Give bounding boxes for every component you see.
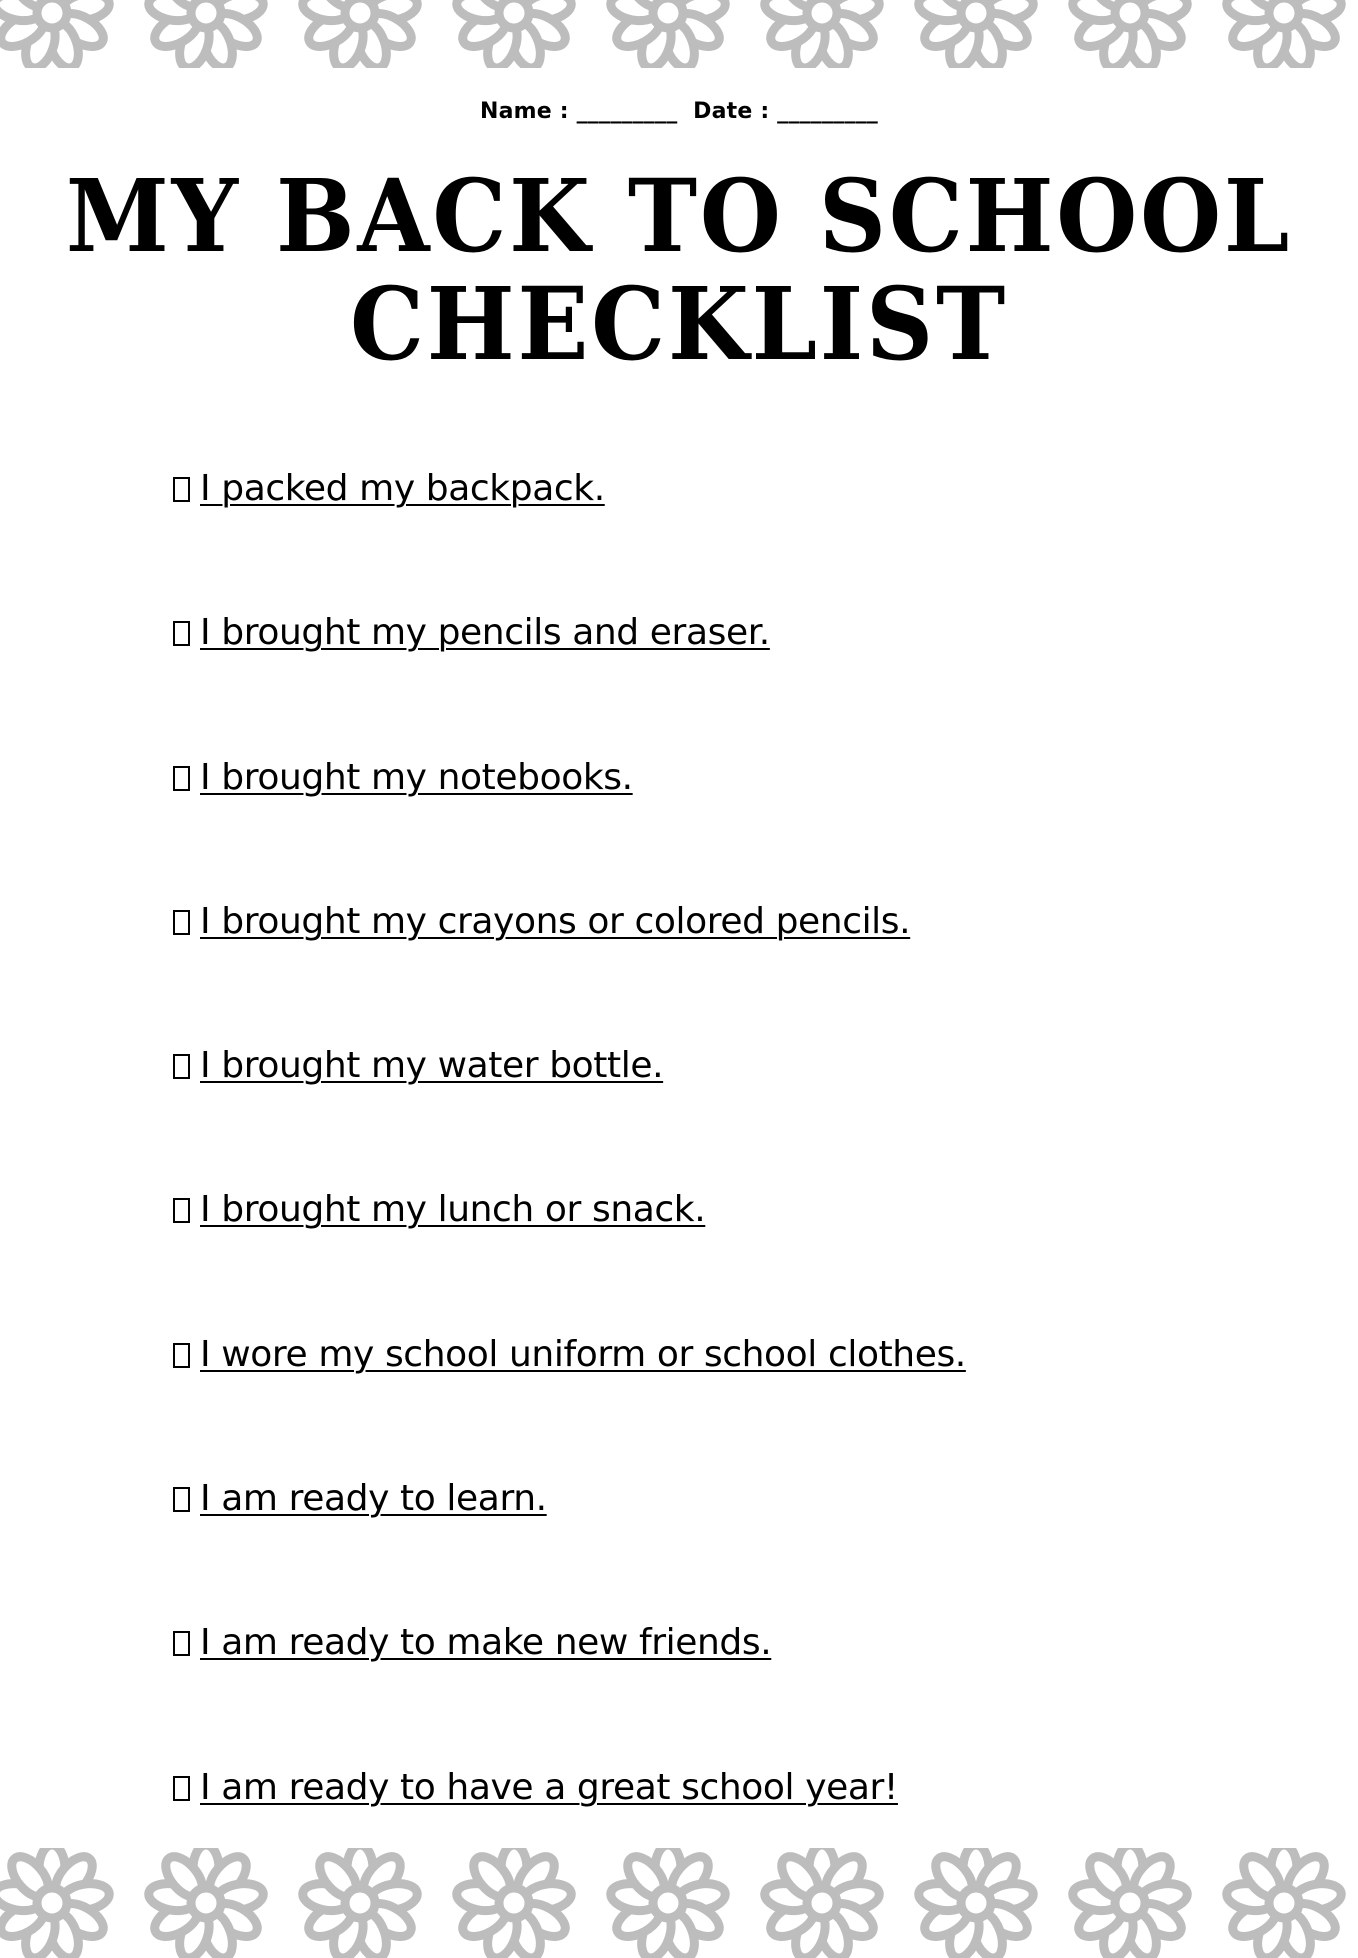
checklist-item-label: I brought my water bottle. [200,1045,664,1087]
checklist-item[interactable] [173,461,1273,605]
checklist-item-label: I brought my notebooks. [200,756,633,798]
checkbox-icon[interactable] [173,477,190,502]
checkbox-icon[interactable] [173,621,190,646]
checklist-item[interactable] [173,605,1273,749]
checklist-item[interactable] [173,1615,1273,1759]
checklist [173,461,1273,1904]
checklist-item-label: I am ready to make new friends. [200,1622,772,1664]
checklist-item-label: I brought my crayons or colored pencils. [200,900,911,942]
checkbox-icon[interactable] [173,1631,190,1656]
checkbox-icon[interactable] [173,1487,190,1512]
checklist-item[interactable] [173,894,1273,1038]
title-line-1: MY BACK TO SCHOOL [65,157,1293,275]
top-flower-border [0,0,1358,68]
page-title [48,157,1311,383]
checkbox-icon[interactable] [173,1054,190,1079]
checklist-item-label: I brought my pencils and eraser. [200,612,770,654]
title-line-2: CHECKLIST [349,265,1009,383]
checkbox-icon[interactable] [173,1198,190,1223]
checklist-item-label: I am ready to have a great school year! [200,1766,898,1808]
checklist-item-label: I brought my lunch or snack. [200,1189,706,1231]
checkbox-icon[interactable] [173,910,190,935]
checklist-item[interactable] [173,1038,1273,1182]
checkbox-icon[interactable] [173,1343,190,1368]
checkbox-icon[interactable] [173,1776,190,1801]
date-label: Date : _________ [693,99,878,124]
name-label: Name : _________ [479,99,678,124]
checklist-item-label: I wore my school uniform or school clothes. [200,1333,966,1375]
checkbox-icon[interactable] [173,766,190,791]
checklist-item[interactable] [173,1182,1273,1326]
checklist-item[interactable] [173,1327,1273,1471]
checklist-item-label: I packed my backpack. [200,468,605,509]
checklist-item[interactable] [173,750,1273,894]
name-date-line [0,99,1358,124]
checklist-item[interactable] [173,1471,1273,1615]
bottom-flower-border [0,1848,1358,1958]
checklist-item-label: I am ready to learn. [200,1478,547,1520]
